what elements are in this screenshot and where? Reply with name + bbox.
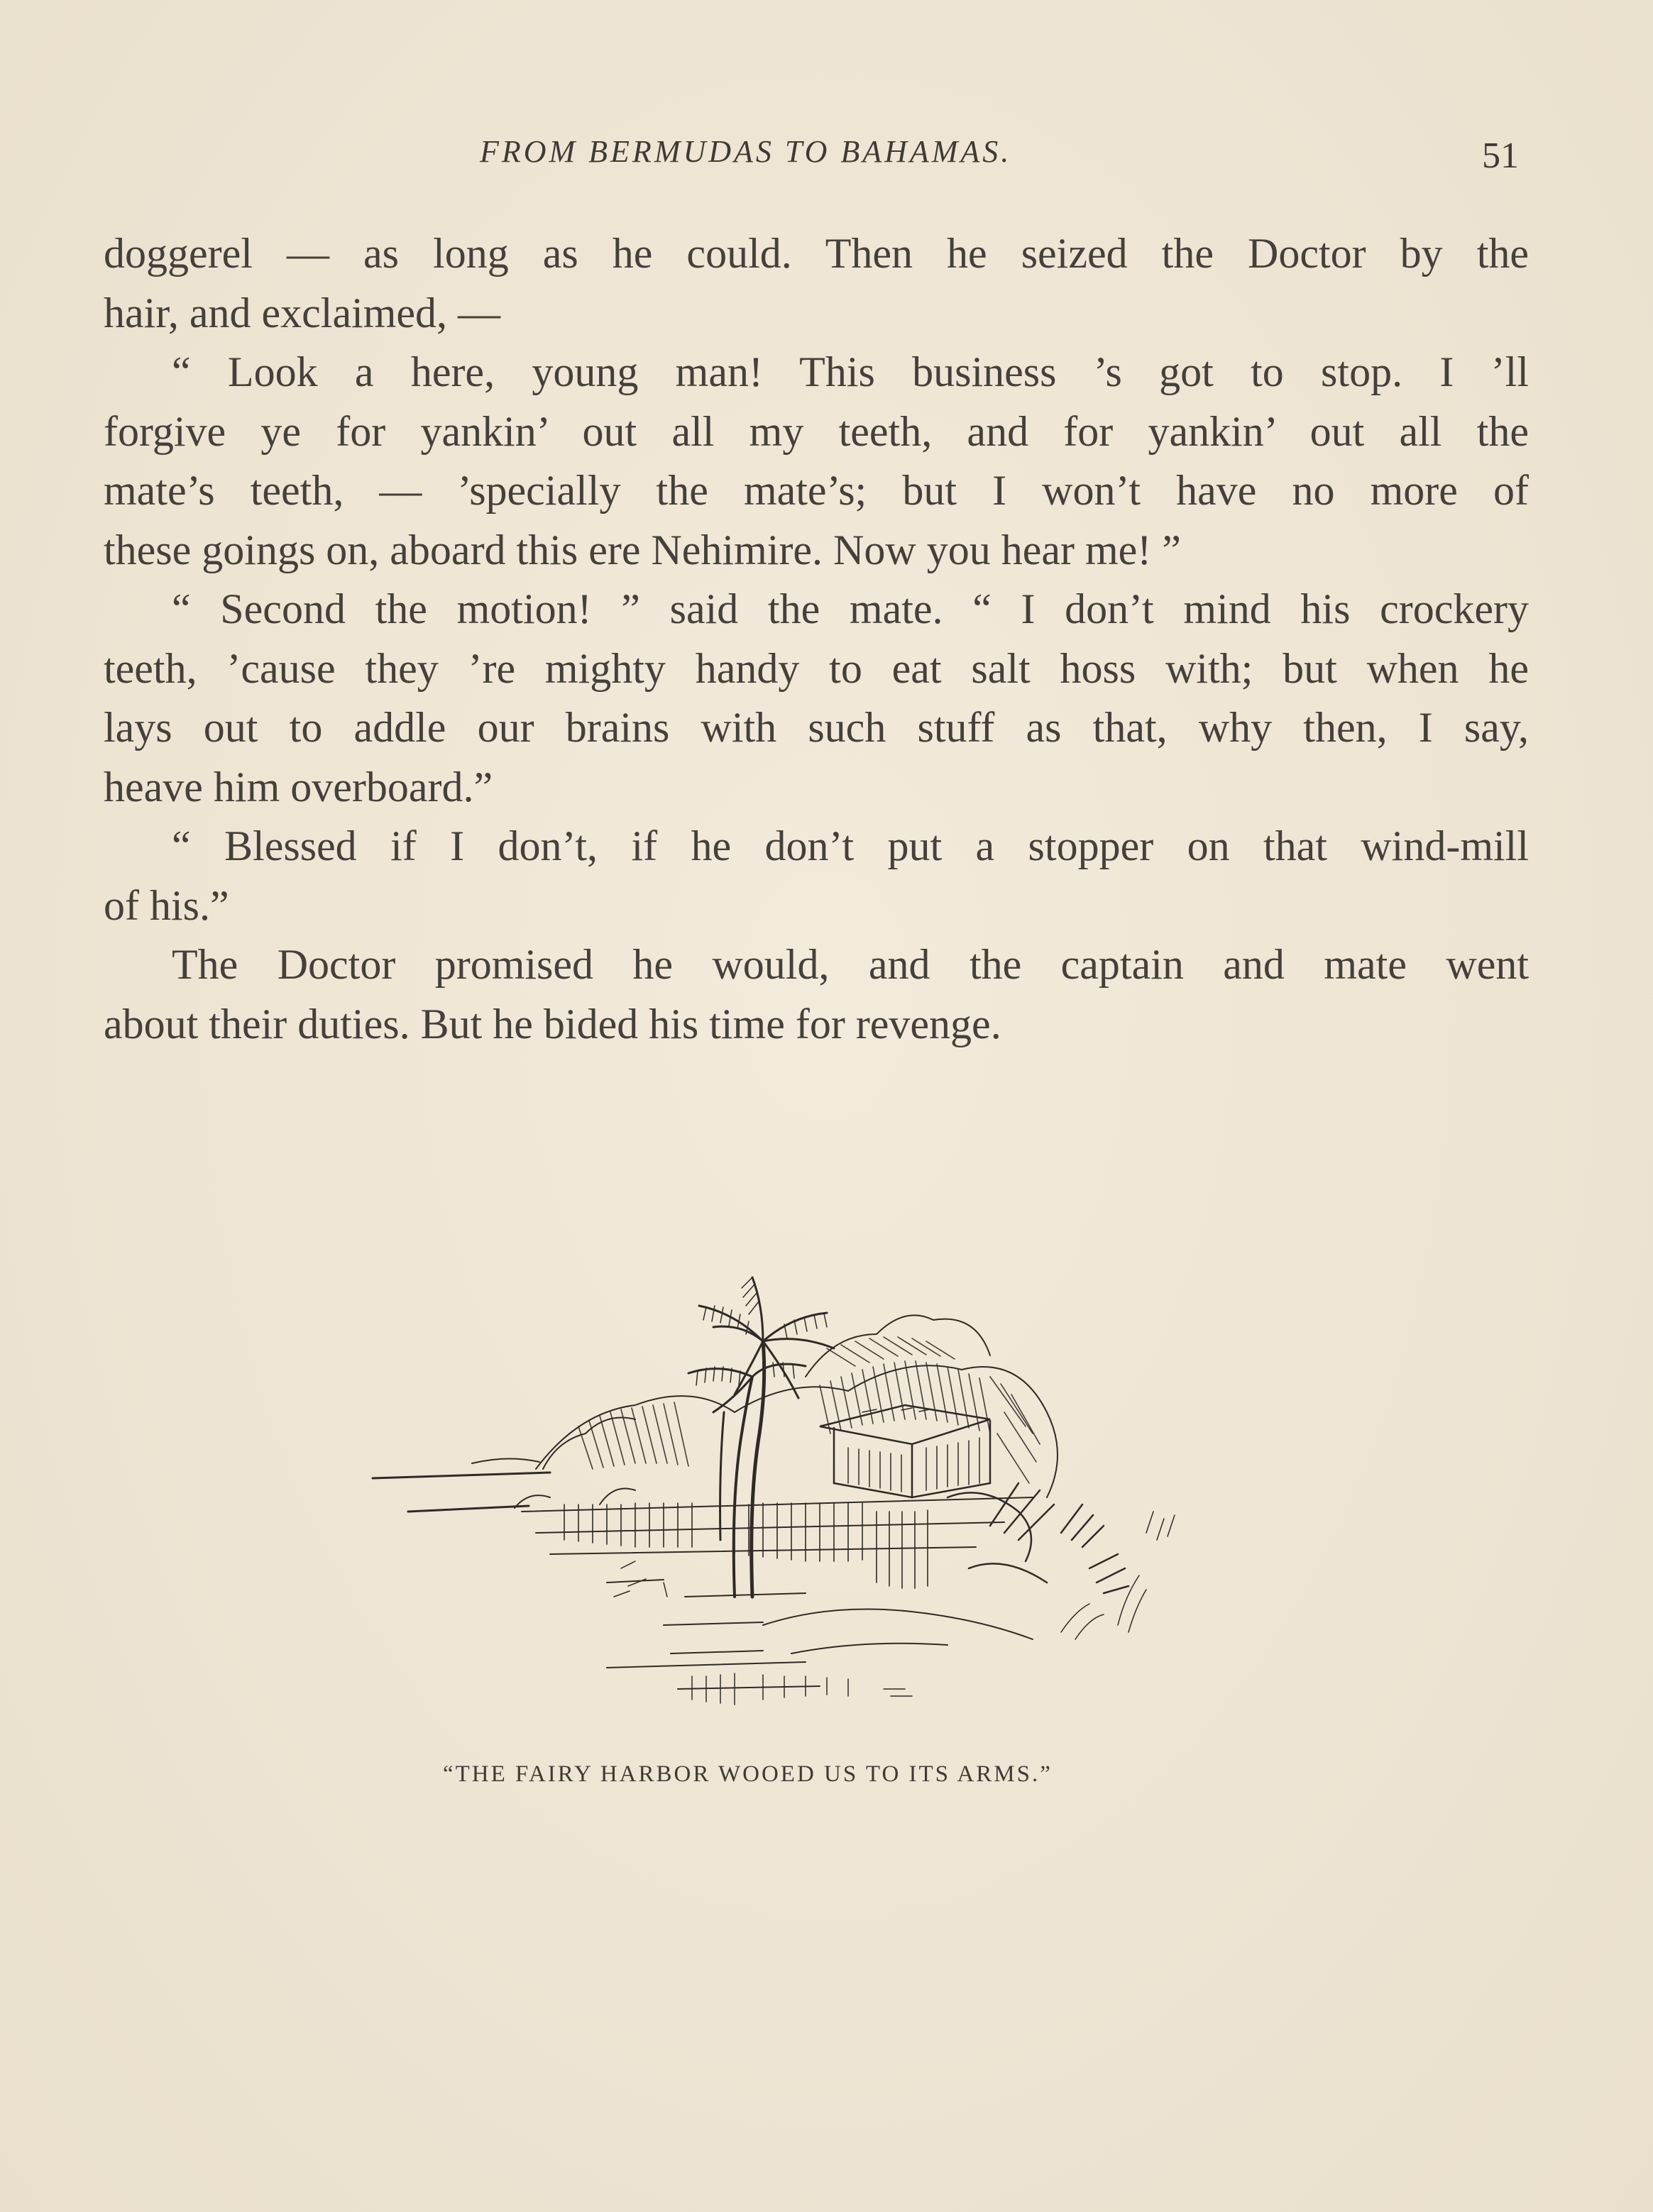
text-line: forgive ye for yankin’ out all my teeth, and for yankin’ out all the [104,407,1529,455]
text-line: teeth, ’cause they ’re mighty handy to eat salt hoss with; but when he [104,644,1529,692]
running-head: FROM BERMUDAS TO BAHAMAS. [480,134,1012,169]
text-line: mate’s teeth, — ’specially the mate’s; but I won’t have no more of [104,467,1529,514]
text-line: “ Look a here, young man! This business ’s got to stop. I ’ll [172,348,1529,395]
illustration-caption: “THE FAIRY HARBOR WOOED US TO ITS ARMS.” [443,1761,1053,1787]
text-line: “ Blessed if I don’t, if he don’t put a stopper on that wind-mill [172,822,1529,869]
text-line: lays out to addle our brains with such stuff as that, why then, I say, [104,704,1529,751]
text-line: of his.” [104,881,229,929]
text-line: heave him overboard.” [104,763,493,810]
harbor-illustration [366,1199,1203,1724]
text-line: “ Second the motion! ” said the mate. “ I don’t mind his crockery [172,585,1529,632]
page-number: 51 [1482,136,1519,176]
text-line: hair, and exclaimed, — [104,289,501,336]
text-line: doggerel — as long as he could. Then he seized the Doctor by the [104,230,1529,277]
text-line: these goings on, aboard this ere Nehimire. Now you hear me! ” [104,526,1181,573]
text-line: The Doctor promised he would, and the captain and mate went [172,941,1529,988]
text-line: about their duties. But he bided his time for revenge. [104,1000,1001,1047]
body-text [104,224,1529,1054]
